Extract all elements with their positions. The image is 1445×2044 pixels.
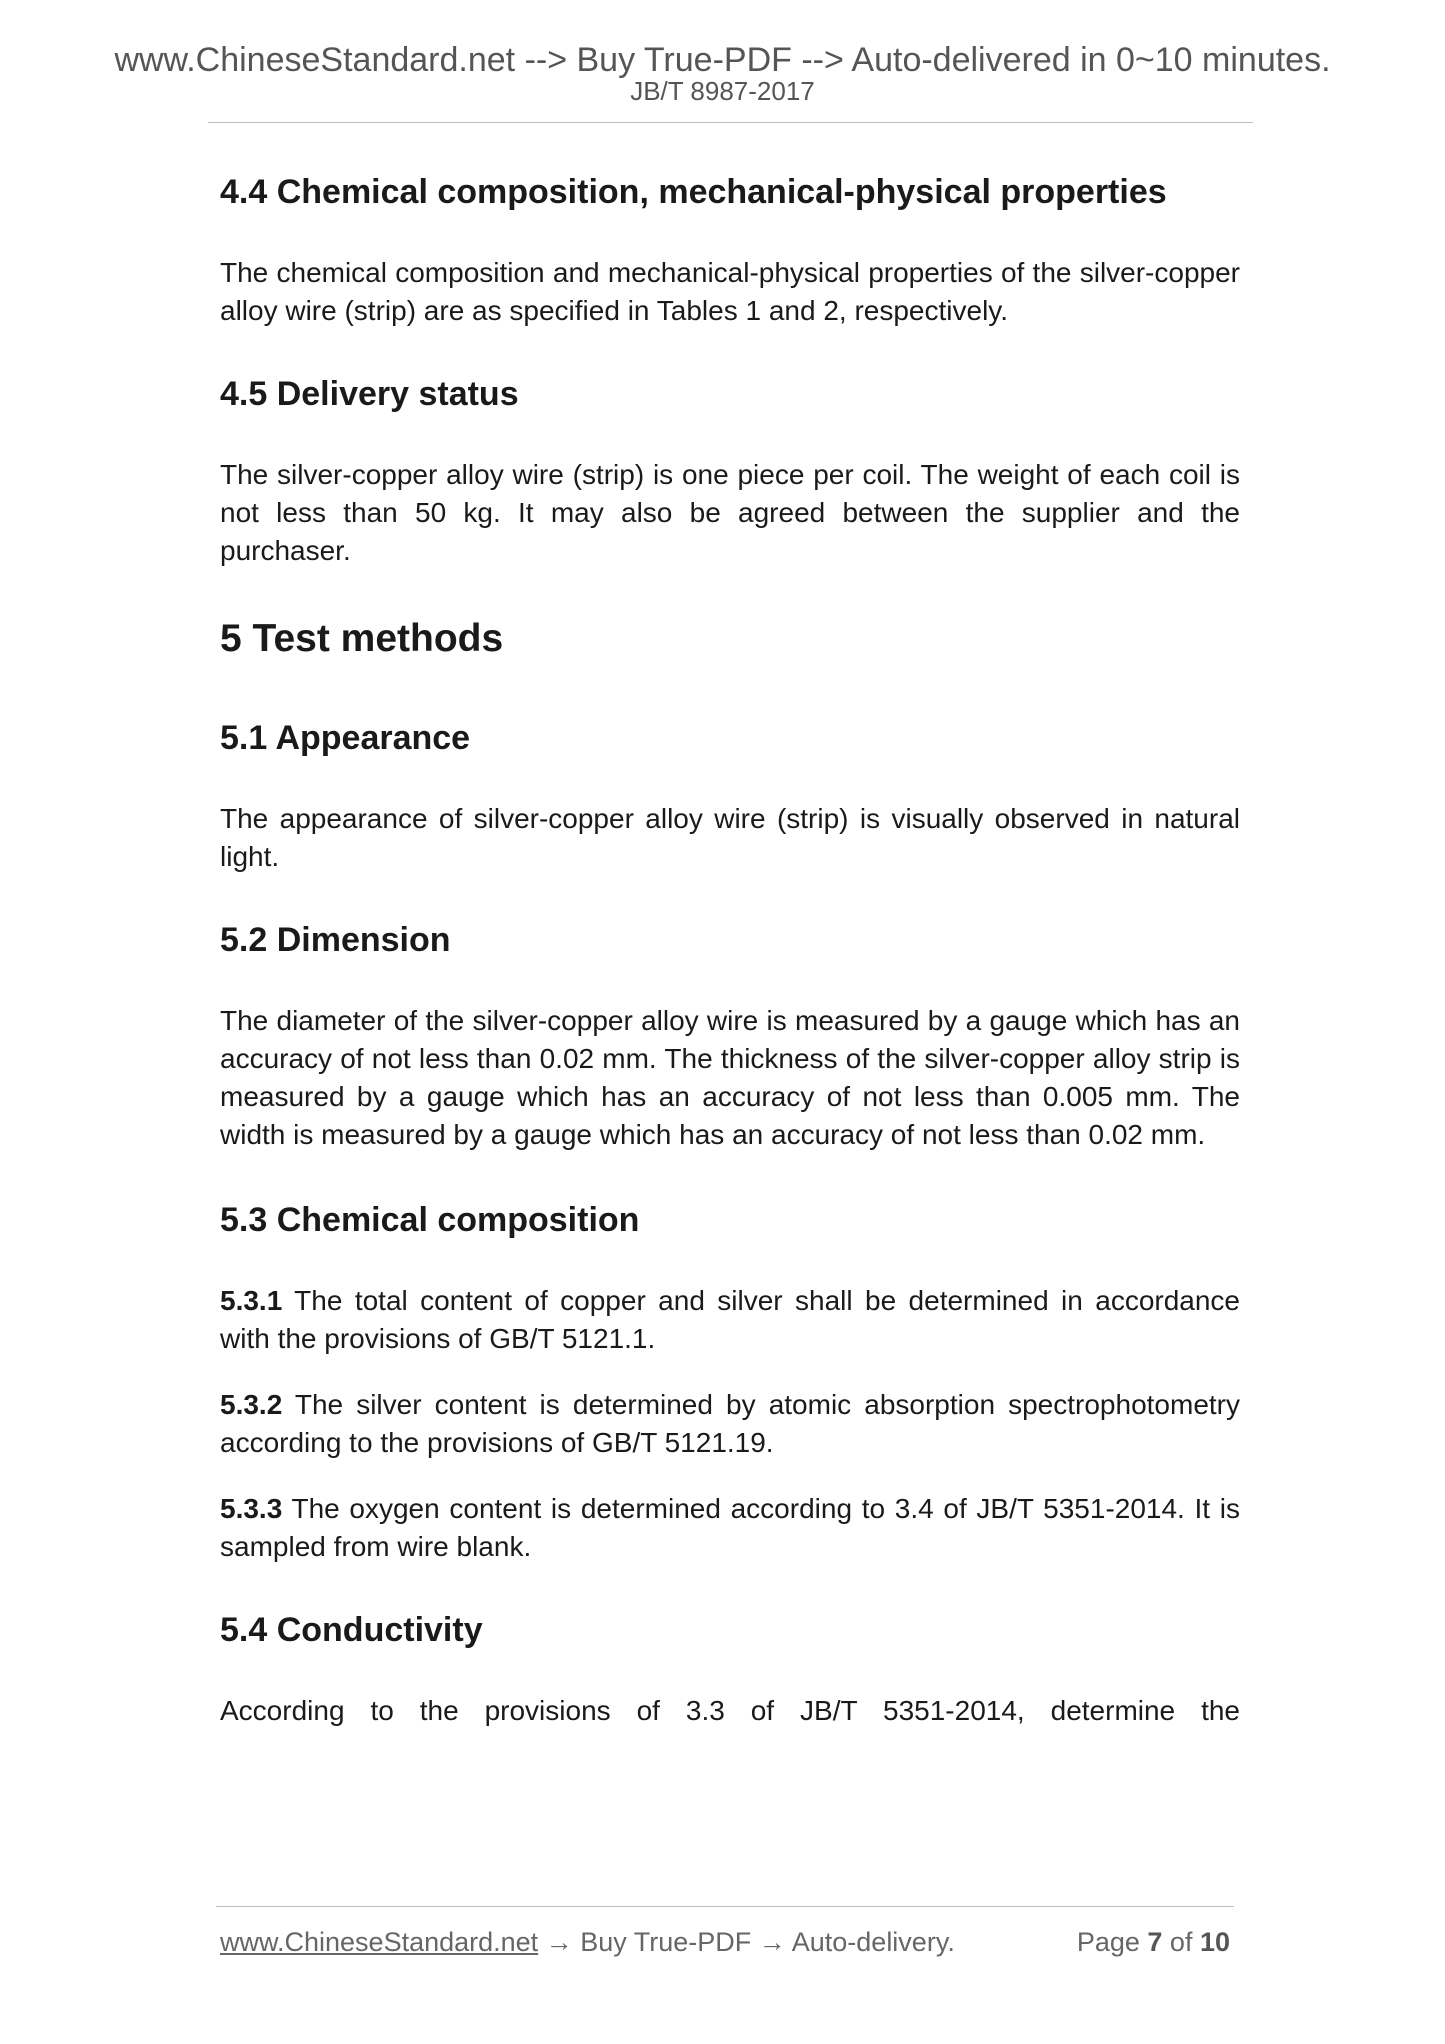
section-4-5-text: The silver-copper alloy wire (strip) is one piece per coil. The weight of each coil is not less than 50 kg. It may also be agreed between the supplier and the purchaser.	[220, 459, 1240, 566]
section-4-5-heading: 4.5 Delivery status	[220, 375, 519, 413]
clause-5-3-3-number: 5.3.3	[220, 1493, 283, 1524]
section-5-4-heading: 5.4 Conductivity	[220, 1611, 483, 1649]
section-4-4-text: The chemical composition and mechanical-physical properties of the silver-copper alloy wire (strip) are as specified in Tables 1 and 2, respectively.	[220, 257, 1240, 326]
section-5-3-heading: 5.3 Chemical composition	[220, 1201, 640, 1239]
section-5-2-heading: 5.2 Dimension	[220, 921, 451, 959]
section-5-2-text: The diameter of the silver-copper alloy wire is measured by a gauge which has an accuracy of not less than 0.02 mm. The thickness of the silver-copper alloy strip is measured by a gauge which has an accuracy of not less than 0.005 mm. The width is measured by a gauge which has an accuracy of not less than 0.02 mm.	[220, 1005, 1240, 1150]
document-body	[220, 170, 1240, 1730]
clause-5-3-1-text: The total content of copper and silver shall be determined in accordance with the provisions of GB/T 5121.1.	[220, 1285, 1240, 1354]
header-banner: www.ChineseStandard.net --> Buy True-PDF --> Auto-delivered in 0~10 minutes.	[114, 41, 1331, 79]
of-label: of	[1162, 1927, 1200, 1957]
clause-5-3-2-number: 5.3.2	[220, 1389, 283, 1420]
section-5-1-text: The appearance of silver-copper alloy wire (strip) is visually observed in natural light.	[220, 803, 1240, 872]
total-pages-number: 10	[1199, 1927, 1230, 1957]
standard-number: JB/T 8987-2017	[630, 76, 815, 106]
footer-divider	[216, 1906, 1234, 1907]
section-4-4-heading: 4.4 Chemical composition, mechanical-physical properties	[220, 173, 1167, 211]
section-5-4-text: According to the provisions of 3.3 of JB/T 5351-2014, determine the	[220, 1695, 1240, 1726]
section-5-heading: 5 Test methods	[220, 617, 504, 660]
page-header	[0, 40, 1445, 104]
footer-promo	[220, 1924, 955, 1960]
clause-5-3-3-text: The oxygen content is determined according to 3.4 of JB/T 5351-2014. It is sampled from wire blank.	[220, 1493, 1240, 1562]
footer-site-link[interactable]: www.ChineseStandard.net	[220, 1927, 539, 1957]
section-5-1-heading: 5.1 Appearance	[220, 719, 471, 757]
footer-promo-text: → Buy True-PDF → Auto-delivery.	[538, 1927, 955, 1957]
clause-5-3-3	[220, 1490, 1240, 1566]
clause-5-3-1	[220, 1282, 1240, 1358]
clause-5-3-1-number: 5.3.1	[220, 1285, 283, 1316]
clause-5-3-2-text: The silver content is determined by atomic absorption spectrophotometry according to the provisions of GB/T 5121.19.	[220, 1389, 1240, 1458]
current-page-number: 7	[1147, 1927, 1163, 1957]
page-footer	[220, 1924, 1230, 1960]
clause-5-3-2	[220, 1386, 1240, 1462]
page-indicator	[1077, 1924, 1230, 1960]
header-divider	[208, 122, 1253, 123]
page-label: Page	[1076, 1927, 1148, 1957]
